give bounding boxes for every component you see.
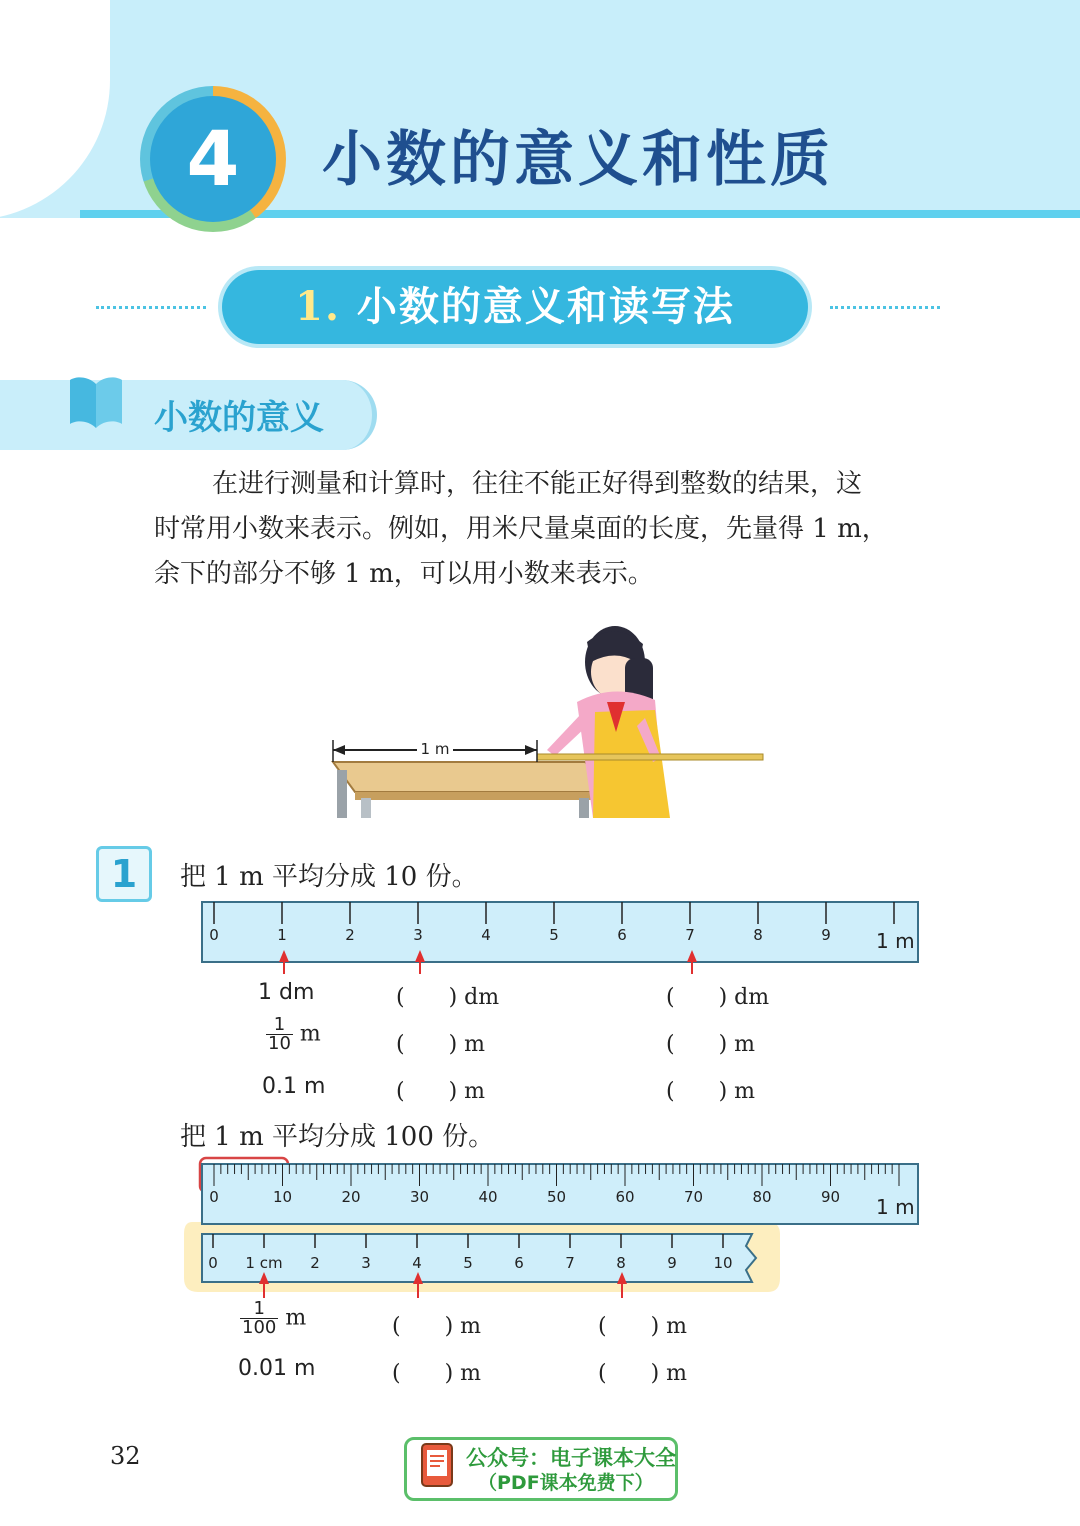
ruler1-tick-label: 9	[821, 926, 831, 944]
measure-label: 1 m	[420, 740, 450, 758]
watermark-line-2: （PDF课本免费下）	[478, 1472, 654, 1494]
row5-col1: 0.01 m	[238, 1356, 316, 1381]
fraction-hundredth	[240, 1300, 306, 1337]
section-title	[222, 270, 808, 344]
ruler2-tick-label: 70	[683, 1188, 704, 1206]
fraction-denominator: 10	[268, 1033, 291, 1054]
ruler1-tick-label: 5	[549, 926, 559, 944]
dotted-divider-right	[830, 306, 940, 309]
zoom-ruler-tick-label: 7	[565, 1254, 575, 1272]
measuring-table-illustration	[325, 622, 765, 818]
section-title-text: 小数的意义和读写法	[356, 283, 735, 330]
row3-col1: 0.1 m	[262, 1074, 326, 1099]
ruler2-tick-label: 0	[209, 1188, 219, 1206]
zoom-ruler-tick-label: 2	[310, 1254, 320, 1272]
watermark-line-1: 公众号：电子课本大全	[466, 1446, 676, 1470]
row2-unit: m	[299, 1021, 321, 1047]
fraction-tenth	[266, 1016, 321, 1053]
row4-col3[interactable]: ( ) m	[598, 1314, 688, 1339]
dotted-divider-left	[96, 306, 206, 309]
zoom-ruler-tick-label: 10	[713, 1254, 733, 1272]
row1-col2[interactable]: ( ) dm	[396, 985, 500, 1010]
zoom-ruler-tick-label: 0	[208, 1254, 218, 1272]
open-book-icon	[68, 372, 124, 428]
fraction2-denominator: 100	[242, 1317, 277, 1338]
zoom-ruler-tick-label: 3	[361, 1254, 371, 1272]
ruler1-tick-label: 4	[481, 926, 491, 944]
exercise-prompt-2: 把 1 m 平均分成 100 份。	[180, 1122, 495, 1152]
zoom-ruler-tick-label: 1 cm	[245, 1254, 283, 1272]
row5-col3[interactable]: ( ) m	[598, 1361, 688, 1386]
ruler1-tick-label: 3	[413, 926, 423, 944]
ruler2-end-label: 1 m	[876, 1195, 915, 1219]
subsection-title: 小数的意义	[154, 398, 324, 438]
ruler1-tick-label: 0	[209, 926, 219, 944]
row1-col1: 1 dm	[258, 980, 315, 1005]
ruler2-tick-label: 80	[752, 1188, 772, 1206]
exercise-number-badge: 1	[96, 846, 152, 902]
zoomed-ruler	[200, 1232, 760, 1300]
fraction2-numerator: 1	[240, 1300, 278, 1319]
row5-col2[interactable]: ( ) m	[392, 1361, 482, 1386]
zoom-ruler-tick-label: 5	[463, 1254, 473, 1272]
intro-line-3: 余下的部分不够 1 m，可以用小数来表示。	[154, 559, 654, 589]
ruler2-tick-label: 60	[615, 1188, 635, 1206]
row1-col3[interactable]: ( ) dm	[666, 985, 770, 1010]
ruler1-tick-label: 6	[617, 926, 627, 944]
row3-col3[interactable]: ( ) m	[666, 1079, 756, 1104]
page-number: 32	[110, 1442, 141, 1470]
centimeter-ruler	[200, 1162, 922, 1228]
ebook-phone-icon	[418, 1442, 460, 1490]
row3-col2[interactable]: ( ) m	[396, 1079, 486, 1104]
ruler2-tick-label: 40	[478, 1188, 498, 1206]
ruler1-tick-label: 2	[345, 926, 355, 944]
ruler2-tick-label: 90	[820, 1188, 841, 1206]
ruler2-tick-label: 30	[409, 1188, 430, 1206]
zoom-ruler-tick-label: 9	[667, 1254, 677, 1272]
ruler1-tick-label: 7	[685, 926, 695, 944]
chapter-number: 4	[150, 96, 276, 222]
ruler-end-label: 1 m	[876, 929, 915, 953]
intro-line-2: 时常用小数来表示。例如，用米尺量桌面的长度，先量得 1 m，	[154, 514, 888, 544]
ruler1-tick-label: 1	[277, 926, 287, 944]
zoom-ruler-tick-label: 8	[616, 1254, 626, 1272]
ruler2-tick-label: 10	[272, 1188, 293, 1206]
intro-paragraph	[154, 462, 944, 597]
ruler2-tick-label: 20	[341, 1188, 361, 1206]
decimeter-ruler	[200, 900, 922, 976]
intro-line-1: 在进行测量和计算时，往往不能正好得到整数的结果，这	[212, 469, 863, 499]
ruler1-tick-label: 8	[753, 926, 763, 944]
row2-col2[interactable]: ( ) m	[396, 1032, 486, 1057]
section-number: 1.	[295, 283, 341, 330]
exercise-prompt-1: 把 1 m 平均分成 10 份。	[180, 862, 478, 892]
fraction-numerator: 1	[266, 1016, 293, 1035]
ruler2-tick-label: 50	[546, 1188, 567, 1206]
row2-col3[interactable]: ( ) m	[666, 1032, 756, 1057]
chapter-title: 小数的意义和性质	[322, 125, 834, 195]
zoom-ruler-tick-label: 4	[412, 1254, 422, 1272]
row4-unit: m	[285, 1305, 307, 1331]
zoom-ruler-tick-label: 6	[514, 1254, 524, 1272]
row4-col2[interactable]: ( ) m	[392, 1314, 482, 1339]
